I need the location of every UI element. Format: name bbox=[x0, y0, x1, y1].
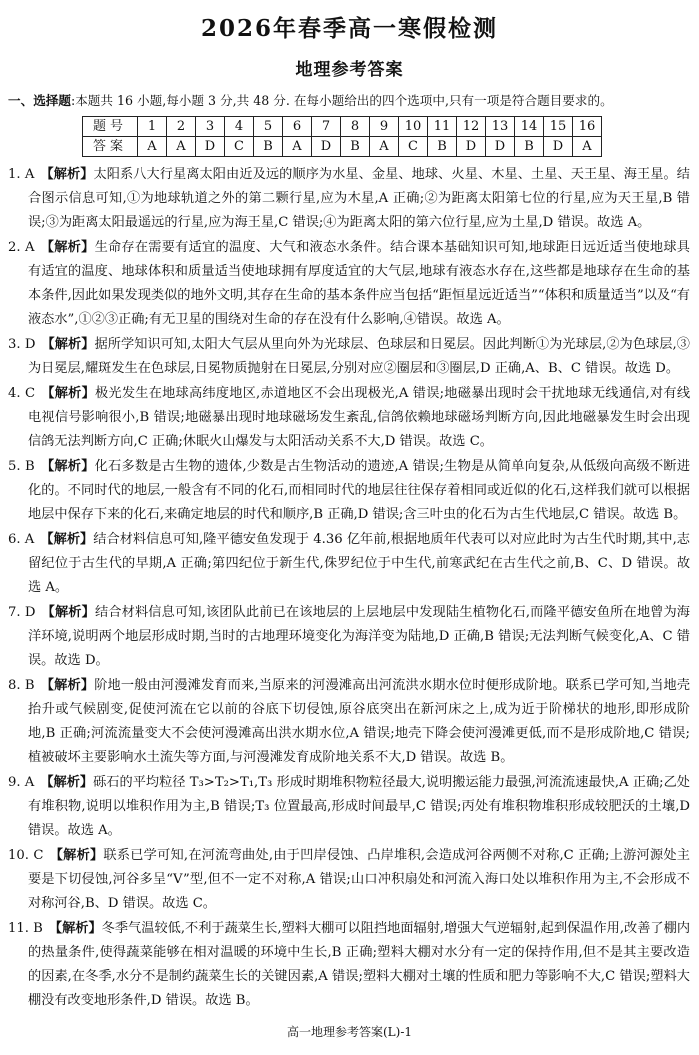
explanation-text: 结合材料信息可知,该团队此前已在该地层的上层地层中发现陆生植物化石,而隆平德安鱼所在地曾为海洋环境,说明两个地层形成时期,当时的古地理环境变化为海洋变为陆地,D 正确,B 错误;无法判断气候变化,A、C 错误。故选 D。 bbox=[28, 605, 690, 668]
question-number-row bbox=[83, 117, 602, 137]
document-title: 2026年春季高一寒假检测 bbox=[200, 15, 498, 42]
explanation-item bbox=[8, 333, 690, 381]
explanation-item bbox=[8, 163, 690, 235]
explanation-tag: 【解析】 bbox=[41, 386, 96, 401]
section-heading bbox=[8, 92, 691, 110]
question-number-cell: 16 bbox=[573, 117, 602, 137]
explanation-number: 9. A bbox=[8, 775, 35, 790]
answer-cell: C bbox=[399, 137, 428, 157]
answer-cell: D bbox=[486, 137, 515, 157]
document-subtitle: 地理参考答案 bbox=[295, 60, 404, 80]
question-number-cell: 1 bbox=[138, 117, 167, 137]
page-footer: 高一地理参考答案(L)-1 bbox=[286, 1025, 413, 1039]
explanation-text: 据所学知识可知,太阳大气层从里向外为光球层、色球层和日冕层。因此判断①为光球层,②为色球层,③为日冕层,耀斑发生在色球层,日冕物质抛射在日冕层,分别对应②圈层和③圈层,D 正确,A、B、C 错误。故选 D。 bbox=[28, 337, 690, 376]
question-number-cell: 13 bbox=[486, 117, 515, 137]
question-number-cell: 3 bbox=[196, 117, 225, 137]
explanation-item bbox=[8, 528, 690, 600]
explanation-tag: 【解析】 bbox=[41, 605, 95, 620]
question-number-cell: 14 bbox=[515, 117, 544, 137]
explanation-item bbox=[8, 382, 690, 454]
explanation-tag: 【解析】 bbox=[48, 921, 102, 936]
explanation-number: 4. C bbox=[8, 386, 36, 401]
question-number-cell: 10 bbox=[399, 117, 428, 137]
question-number-cell: 12 bbox=[457, 117, 486, 137]
answer-cell: B bbox=[254, 137, 283, 157]
answer-cell: A bbox=[138, 137, 167, 157]
answer-cell: A bbox=[283, 137, 312, 157]
explanation-text: 阶地一般由河漫滩发育而来,当原来的河漫滩高出河流洪水期水位时便形成阶地。联系已学可知,当地壳抬升或气候剧变,促使河流在它以前的谷底下切侵蚀,原谷底突出在新河床之上,成为近于阶梯状的地形,即形成阶地,B 正确;河流流量变大不会使河漫滩高出洪水期水位,A 错误;地壳下降会使河漫滩更低,而不是形成阶地,C 错误;植被破坏主要影响水土流失等方面,与河漫滩发育成阶地关系不大,D 错误。故选 B。 bbox=[28, 678, 691, 765]
answer-cell: B bbox=[515, 137, 544, 157]
question-number-cell: 11 bbox=[428, 117, 457, 137]
explanation-tag: 【解析】 bbox=[41, 337, 95, 352]
question-number-cell: 8 bbox=[341, 117, 370, 137]
question-number-cell: 9 bbox=[370, 117, 399, 137]
answer-cell: B bbox=[341, 137, 370, 157]
explanation-number: 2. A bbox=[8, 240, 35, 255]
explanation-tag: 【解析】 bbox=[40, 775, 94, 790]
explanation-tag: 【解析】 bbox=[40, 532, 94, 547]
section-instructions: :本题共 16 小题,每小题 3 分,共 48 分. 在每小题给出的四个选项中,只有一项是符合题目要求的。 bbox=[70, 93, 613, 108]
section-label: 一、选择题 bbox=[8, 93, 71, 108]
explanation-text: 结合材料信息可知,隆平德安鱼发现于 4.36 亿年前,根据地质年代表可以对应此时为古生代时期,其中,志留纪位于古生代的早期,A 正确;第四纪位于新生代,侏罗纪位于中生代,前寒武纪在古生代之前,B、C、D 错误。故选 A。 bbox=[28, 532, 690, 595]
explanation-text: 化石多数是古生物的遗体,少数是古生物活动的遗迹,A 错误;生物是从简单向复杂,从低级向高级不断进化的。不同时代的地层,一般含有不同的化石,而相同时代的地层往往保存着相同或近似的化石,这样我们就可以根据地层中保存下来的化石,来确定地层的时代和顺序,B 正确,D 错误;含三叶虫的化石为古生代地层,C 错误。故选 B。 bbox=[28, 459, 691, 522]
explanation-text: 冬季气温较低,不利于蔬菜生长,塑料大棚可以阻挡地面辐射,增强大气逆辐射,起到保温作用,改善了棚内的热量条件,使得蔬菜能够在相对温暖的环境中生长,B 正确;塑料大棚对水分有一定的保持作用,但不是其主要改造的因素,在冬季,水分不是制约蔬菜生长的关键因素,A 错误;塑料大棚对土壤的性质和肥力等影响不大,C 错误;塑料大棚没有改变地形条件,D 错误。故选 B。 bbox=[28, 921, 691, 1008]
explanation-item bbox=[8, 674, 690, 770]
explanation-number: 6. A bbox=[8, 532, 35, 547]
explanation-number: 8. B bbox=[8, 678, 35, 693]
explanation-tag: 【解析】 bbox=[40, 240, 95, 255]
explanation-number: 1. A bbox=[8, 167, 35, 182]
question-number-cell: 4 bbox=[225, 117, 254, 137]
explanation-tag: 【解析】 bbox=[40, 678, 95, 693]
explanation-item bbox=[8, 455, 690, 527]
answer-row bbox=[83, 137, 602, 157]
answer-table bbox=[82, 116, 602, 157]
explanation-item bbox=[8, 844, 690, 916]
answer-cell: D bbox=[544, 137, 573, 157]
explanation-text: 极光发生在地球高纬度地区,赤道地区不会出现极光,A 错误;地磁暴出现时会干扰地球无线通信,对有线电视信号影响很小,B 错误;地磁暴出现时地球磁场发生紊乱,信鸽依赖地球磁场判断方向,因此地磁暴发生时会出现信鸽无法判断方向,C 正确;休眠火山爆发与太阳活动关系不大,D 错误。故选 C。 bbox=[28, 386, 691, 449]
question-number-cell: 5 bbox=[254, 117, 283, 137]
explanation-number: 7. D bbox=[8, 605, 36, 620]
explanation-item bbox=[8, 601, 690, 673]
explanation-number: 5. B bbox=[8, 459, 35, 474]
explanation-text: 太阳系八大行星离太阳由近及远的顺序为水星、金星、地球、火星、木星、土星、天王星、海王星。结合图示信息可知,①为地球轨道之外的第二颗行星,应为木星,A 正确;②为距离太阳第七位的行星,应为天王星,B 错误;③为距离太阳最遥远的行星,应为海王星,C 错误;④为距离太阳的第六位行星,应为土星,D 错误。故选 A。 bbox=[28, 167, 690, 230]
explanation-item bbox=[8, 917, 690, 1013]
explanation-number: 10. C bbox=[8, 848, 44, 863]
explanation-tag: 【解析】 bbox=[40, 459, 95, 474]
question-number-cell: 7 bbox=[312, 117, 341, 137]
explanation-tag: 【解析】 bbox=[40, 167, 94, 182]
answer-cell: B bbox=[428, 137, 457, 157]
answer-cell: D bbox=[312, 137, 341, 157]
explanation-text: 砾石的平均粒径 T₃>T₂>T₁,T₃ 形成时期堆积物粒径最大,说明搬运能力最强,河流流速最快,A 正确;乙处有堆积物,说明以堆积作用为主,B 错误;T₃ 位置最高,形成时间最早,C 错误;丙处有堆积物堆积形成较肥沃的土壤,D 错误。故选 A。 bbox=[28, 775, 690, 838]
explanation-item bbox=[8, 236, 690, 332]
answer-cell: D bbox=[457, 137, 486, 157]
answer-cell: A bbox=[573, 137, 602, 157]
explanation-tag: 【解析】 bbox=[49, 848, 104, 863]
explanation-text: 联系已学可知,在河流弯曲处,由于凹岸侵蚀、凸岸堆积,会造成河谷两侧不对称,C 正确;上游河源处主要是下切侵蚀,河谷多呈“V”型,但不一定不对称,A 错误;山口冲积扇处和河流入海口处以堆积作用为主,不会形成不对称河谷,B、D 错误。故选 C。 bbox=[28, 848, 690, 911]
row-header-number: 题号 bbox=[83, 117, 138, 137]
explanation-number: 11. B bbox=[8, 921, 43, 936]
explanation-text: 生命存在需要有适宜的温度、大气和液态水条件。结合课本基础知识可知,地球距日远近适当使地球具有适宜的温度、地球体积和质量适当使地球拥有厚度适宜的大气层,地球有液态水存在,这些都是地球存在生命的基本条件,因此如果发现类似的地外文明,其存在生命的基本条件应当包括“距恒星远近适当”“体积和质量适当”以及“有液态水”,①②③正确;有无卫星的围绕对生命的存在没有什么影响,④错误。故选 A。 bbox=[28, 240, 690, 327]
question-number-cell: 15 bbox=[544, 117, 573, 137]
answer-cell: A bbox=[167, 137, 196, 157]
question-number-cell: 6 bbox=[283, 117, 312, 137]
answer-cell: C bbox=[225, 137, 254, 157]
explanation-number: 3. D bbox=[8, 337, 36, 352]
explanations-list bbox=[8, 163, 690, 1013]
answer-cell: D bbox=[196, 137, 225, 157]
row-header-answer: 答案 bbox=[83, 137, 138, 157]
explanation-item bbox=[8, 771, 690, 843]
question-number-cell: 2 bbox=[167, 117, 196, 137]
answer-cell: A bbox=[370, 137, 399, 157]
